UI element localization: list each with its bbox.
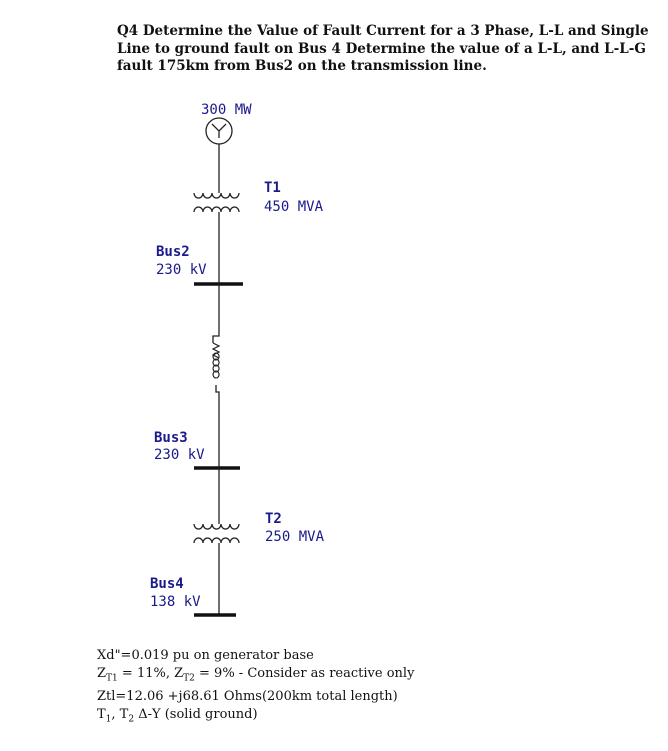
zt2-symbol: Z <box>174 666 184 681</box>
question-line-3: fault 175km from Bus2 on the transmission line. <box>117 58 487 74</box>
zt1-value: = 11%, <box>117 666 175 681</box>
generator-rating: 300 MW <box>201 102 252 118</box>
t1-symbol: T <box>97 706 106 722</box>
bus4-label: Bus4 <box>150 576 184 592</box>
bus3-label: Bus3 <box>154 430 188 446</box>
bus2-label: Bus2 <box>156 244 190 260</box>
note-xd: Xd"=0.019 pu on generator base <box>97 648 314 663</box>
line-lead-top <box>213 284 219 343</box>
t2-transformer-icon <box>194 524 239 543</box>
t2-label: T2 <box>265 511 282 527</box>
zt2-subscript: T2 <box>183 673 195 684</box>
bus3-voltage: 230 kV <box>154 447 205 463</box>
zt1-symbol: Z <box>97 666 107 681</box>
bus2-voltage: 230 kV <box>156 262 207 278</box>
zt1-subscript: T1 <box>106 673 118 684</box>
zt2-value: = 9% - Consider as reactive only <box>194 666 415 681</box>
t2-subscript: 2 <box>128 714 135 725</box>
t1-label: T1 <box>264 180 281 196</box>
t1-rating: 450 MVA <box>264 199 324 215</box>
note-transformer-impedances <box>97 665 414 688</box>
bus4-voltage: 138 kV <box>150 594 201 610</box>
t1-transformer-icon <box>194 187 239 212</box>
given-data-notes <box>97 647 414 728</box>
t1-subscript: 1 <box>105 714 112 725</box>
connection-type: Δ-Y (solid ground) <box>134 706 258 722</box>
line-lead-bottom <box>216 385 219 468</box>
question-line-2: Line to ground fault on Bus 4 Determine the value of a L-L, and L-L-G <box>117 40 646 57</box>
t2-rating: 250 MVA <box>265 529 325 545</box>
line-resistance-icon <box>213 343 219 358</box>
question-line-1: Q4 Determine the Value of Fault Current for a 3 Phase, L-L and Single <box>117 23 649 39</box>
t2-symbol: , T <box>111 706 129 722</box>
generator-wye-symbol <box>212 124 226 138</box>
note-transformer-connection <box>97 706 414 729</box>
note-line-impedance: Ztl=12.06 +j68.61 Ohms(200km total length) <box>97 688 398 704</box>
